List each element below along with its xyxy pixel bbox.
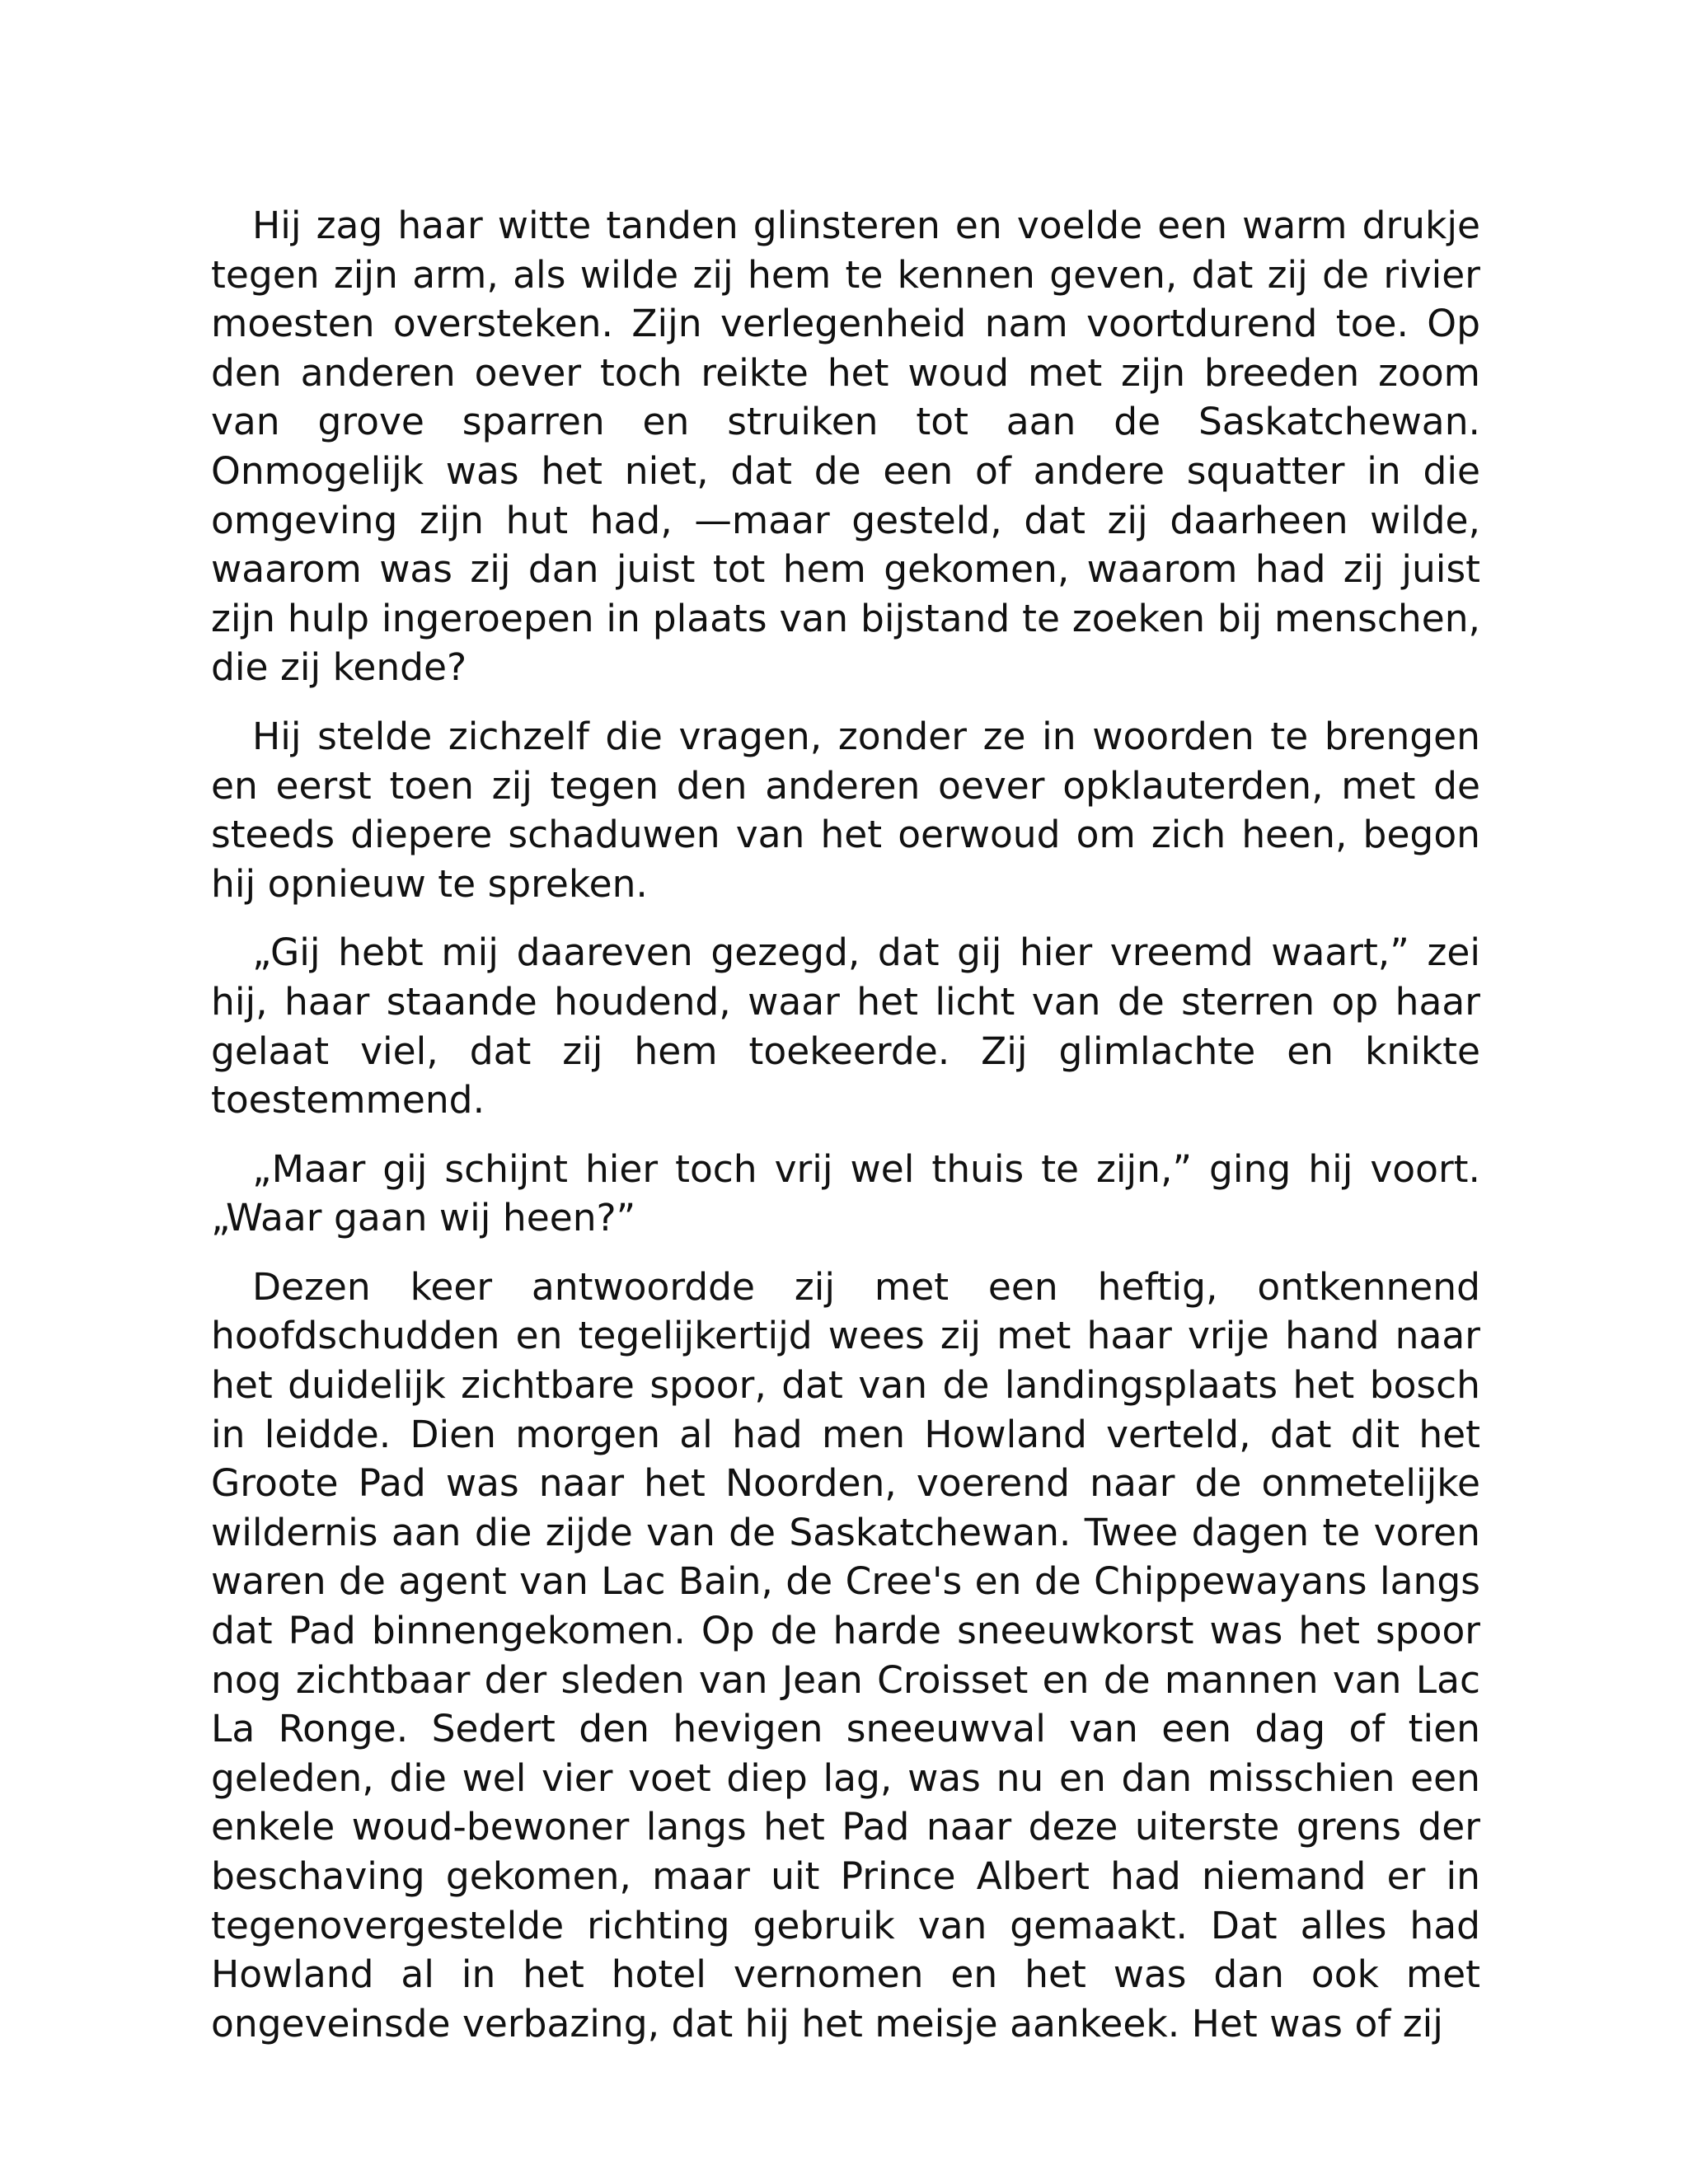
paragraph-2: Hij stelde zichzelf die vragen, zonder ze in woorden te brengen en eerst toen zij tegen den anderen oever opklauterden, met de steeds diepere schaduwen van het oerwoud om zich heen, begon hij opnieuw te spreken. — [211, 714, 1480, 906]
paragraph-3: „Gij hebt mij daareven gezegd, dat gij hier vreemd waart,” zei hij, haar staande houdend, waar het licht van de sterren op haar gelaat viel, dat zij hem toekeerde. Zij glimlachte en knikte toestemmend. — [211, 930, 1480, 1122]
paragraph-1: Hij zag haar witte tanden glinsteren en voelde een warm drukje tegen zijn arm, als wilde zij hem te kennen geven, dat zij de rivier moesten oversteken. Zijn verlegenheid nam voortdurend toe. Op den anderen oever toch reikte het woud met zijn breeden zoom van grove sparren en struiken tot aan de Saskatchewan. Onmogelijk was het niet, dat de een of andere squatter in die omgeving zijn hut had, —maar gesteld, dat zij daarheen wilde, waarom was zij dan juist tot hem gekomen, waarom had zij juist zijn hulp ingeroepen in plaats van bijstand te zoeken bij menschen, die zij kende? — [211, 204, 1480, 690]
paragraph-4: „Maar gij schijnt hier toch vrij wel thuis te zijn,” ging hij voort. „Waar gaan wij heen?” — [211, 1146, 1480, 1240]
body-text — [211, 201, 1480, 2068]
paragraph-5: Dezen keer antwoordde zij met een heftig, ontkennend hoofdschudden en tegelijkertijd wees zij met haar vrije hand naar het duidelijk zichtbare spoor, dat van de landingsplaats het bosch in leidde. Dien morgen al had men Howland verteld, dat dit het Groote Pad was naar het Noorden, voerend naar de onmetelijke wildernis aan die zijde van de Saskatchewan. Twee dagen te voren waren de agent van Lac Bain, de Cree's en de Chippewayans langs dat Pad binnengekomen. Op de harde sneeuwkorst was het spoor nog zichtbaar der sleden van Jean Croisset en de mannen van Lac La Ronge. Sedert den hevigen sneeuwval van een dag of tien geleden, die wel vier voet diep lag, was nu en dan misschien een enkele woud-bewoner langs het Pad naar deze uiterste grens der beschaving gekomen, maar uit Prince Albert had niemand er in tegenovergestelde richting gebruik van gemaakt. Dat alles had Howland al in het hotel vernomen en het was dan ook met ongeveinsde verbazing, dat hij het meisje aankeek. Het was of zij — [211, 1264, 1480, 2046]
